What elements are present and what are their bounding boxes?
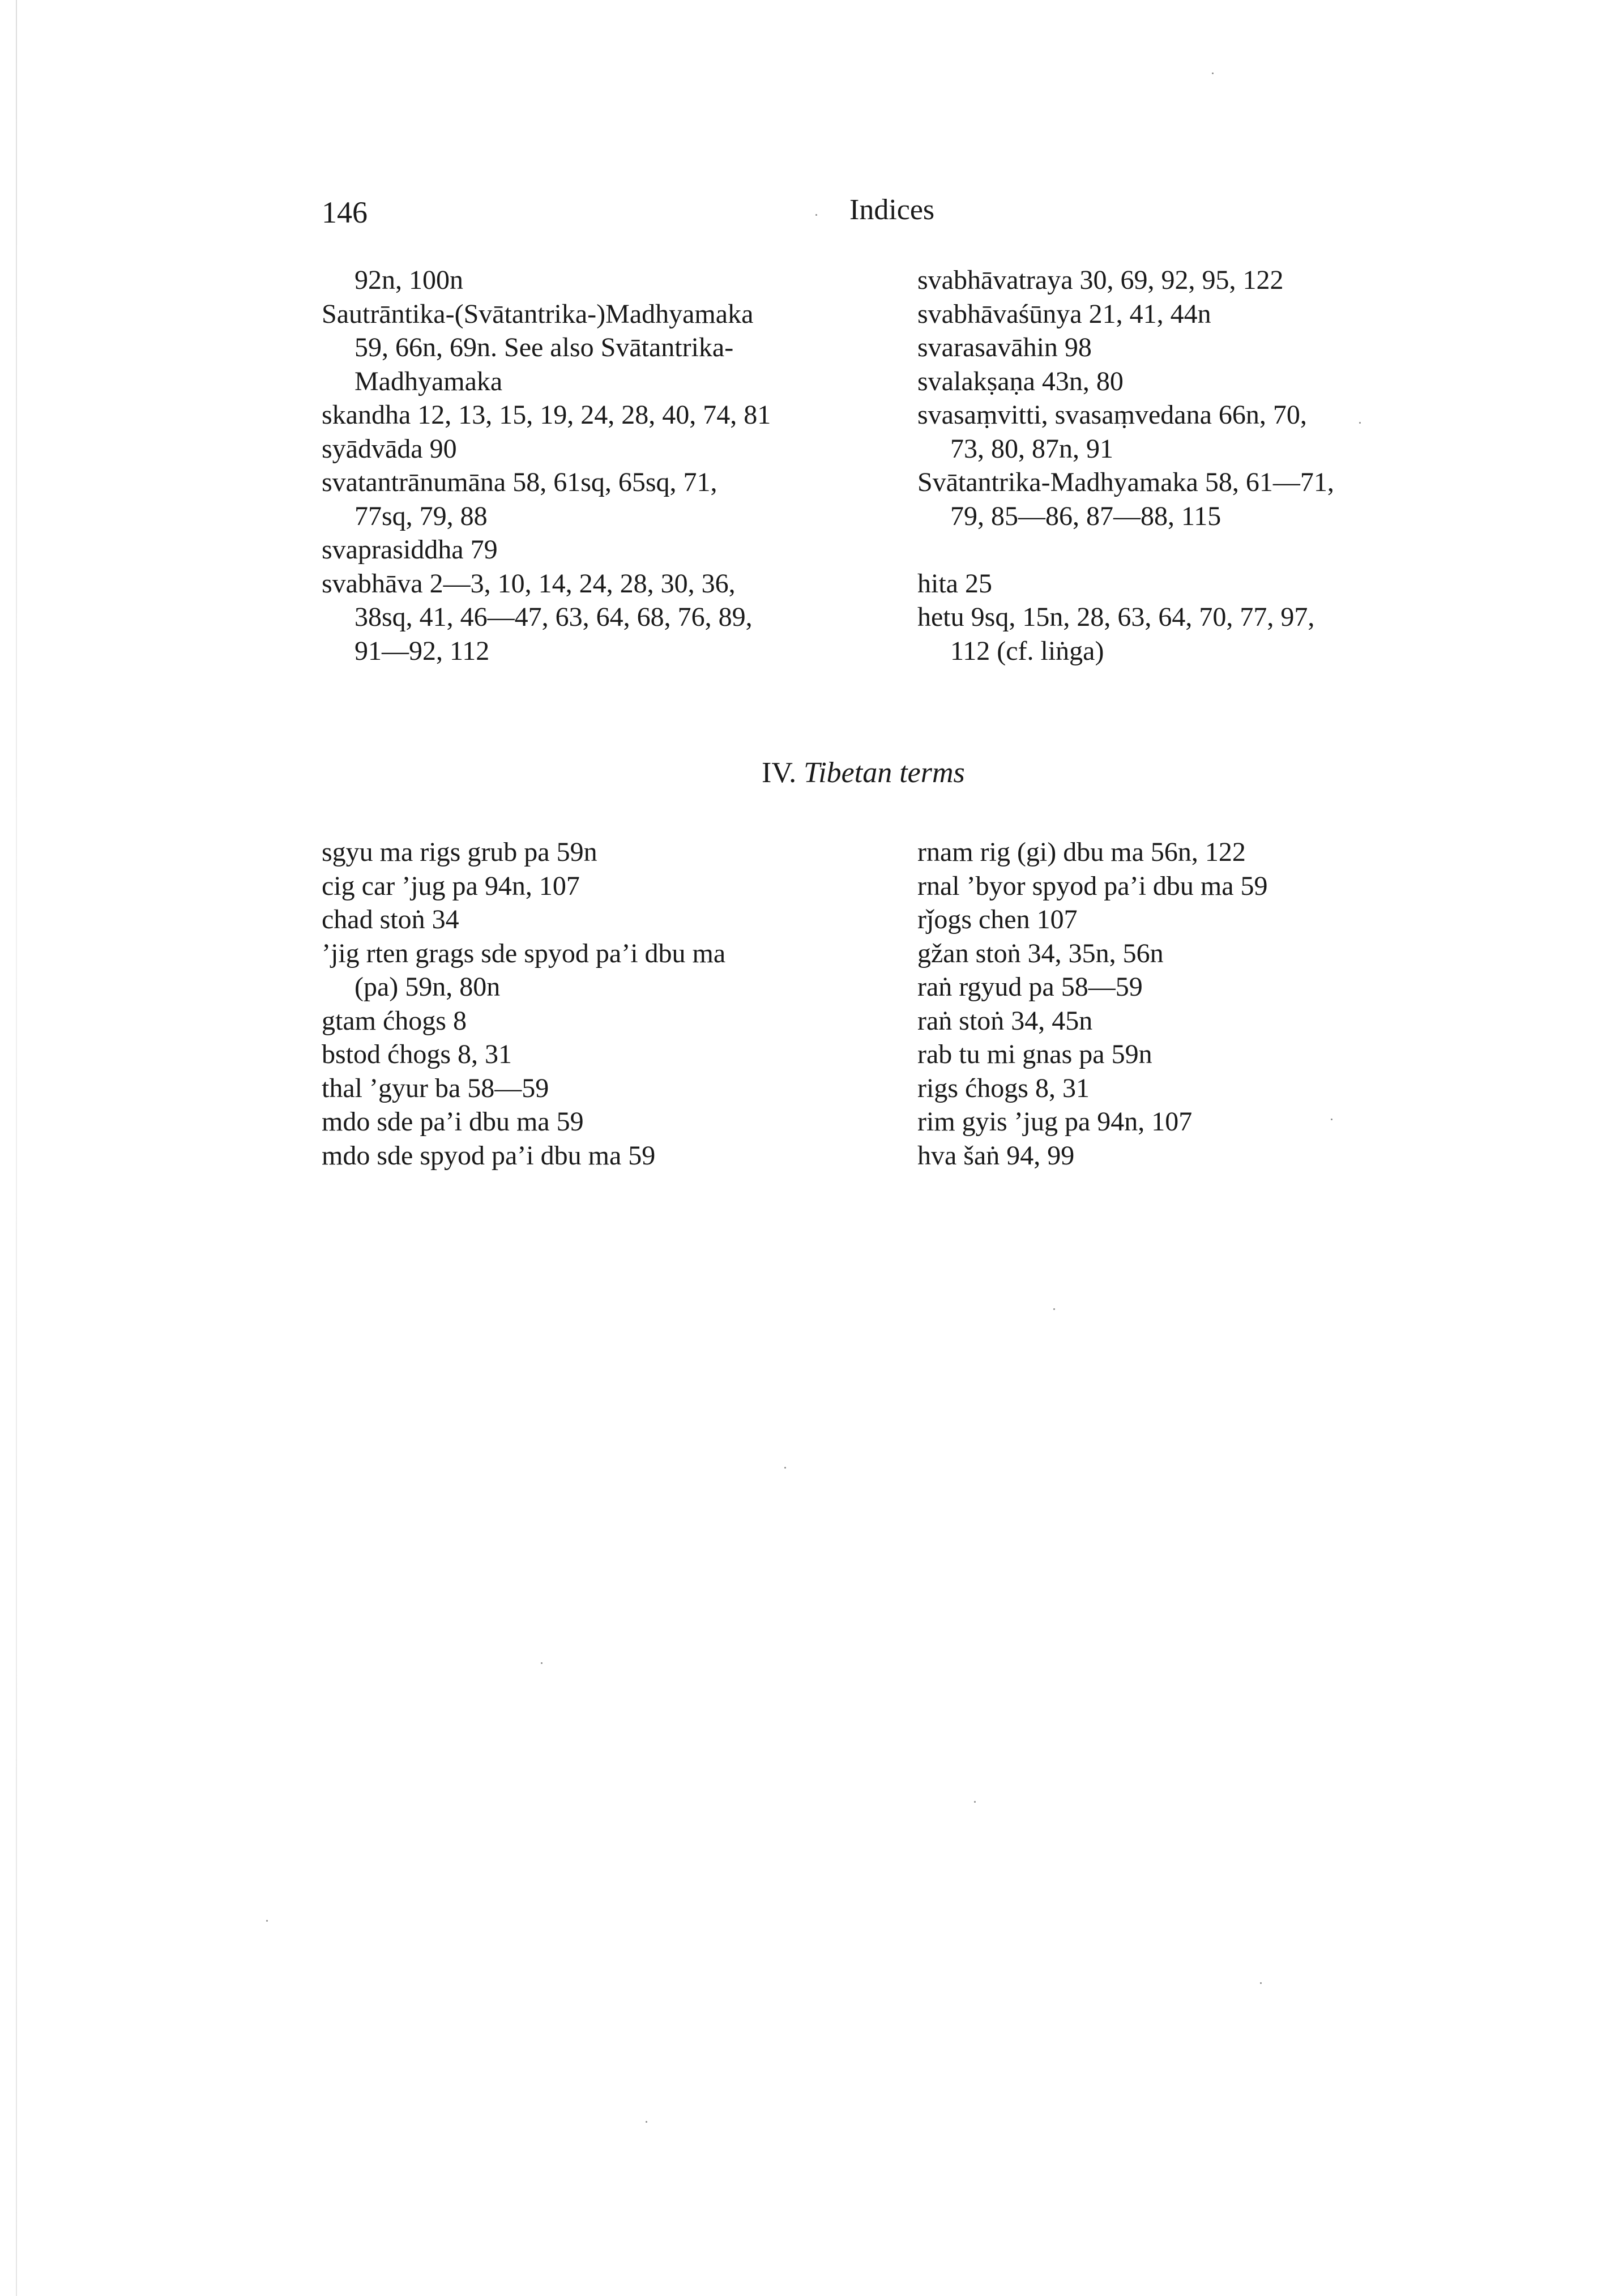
index-entry-line: syādvāda 90	[322, 433, 457, 464]
index-entry-line: 77sq, 79, 88	[355, 501, 488, 531]
index-entry-line: rnal ’byor spyod pa’i dbu ma 59	[917, 870, 1268, 901]
page-edge-shadow	[16, 0, 17, 2296]
scan-speck	[1359, 422, 1361, 424]
index-entry-line: ’jig rten grags sde spyod pa’i dbu ma	[322, 938, 726, 968]
index-entry-line: thal ’gyur ba 58—59	[322, 1073, 549, 1103]
index-entry-line: 59, 66n, 69n. See also Svātantrika-	[355, 332, 734, 362]
scan-speck	[646, 2121, 647, 2123]
index-entry-line: raṅ stoṅ 34, 45n	[917, 1005, 1093, 1036]
index-entry-line: rnam rig (gi) dbu ma 56n, 122	[917, 837, 1246, 867]
index-entry-line: mdo sde spyod pa’i dbu ma 59	[322, 1140, 656, 1171]
index-entry-line: skandha 12, 13, 15, 19, 24, 28, 40, 74, 81	[322, 400, 771, 430]
index-entry-line: 38sq, 41, 46—47, 63, 64, 68, 76, 89,	[355, 602, 753, 632]
index-entry-line: rigs ćhogs 8, 31	[917, 1073, 1090, 1103]
scan-speck	[1212, 72, 1214, 74]
index-entry-line: 112 (cf. liṅga)	[950, 635, 1104, 666]
scan-speck	[815, 214, 817, 216]
index-entry-line: chad stoṅ 34	[322, 904, 459, 934]
index-entry-line: rab tu mi gnas pa 59n	[917, 1039, 1152, 1069]
running-title: Indices	[849, 194, 935, 226]
index-entry-line: bstod ćhogs 8, 31	[322, 1039, 512, 1069]
index-entry-line: svarasavāhin 98	[917, 332, 1092, 362]
index-spacer	[917, 533, 1334, 567]
index-entry-line: svatantrānumāna 58, 61sq, 65sq, 71,	[322, 467, 717, 497]
tibetan-terms-column-right	[917, 835, 1268, 1172]
index-entry-line: 92n, 100n	[355, 265, 463, 295]
index-entry-line: 91—92, 112	[355, 635, 490, 666]
index-entry-line: 79, 85—86, 87—88, 115	[950, 501, 1221, 531]
index-column-left	[322, 263, 771, 668]
scan-speck	[1053, 1308, 1055, 1310]
index-entry-line: hva šaṅ 94, 99	[917, 1140, 1075, 1171]
index-entry-line: sgyu ma rigs grub pa 59n	[322, 837, 597, 867]
index-entry-line: svalakṣaṇa 43n, 80	[917, 366, 1124, 396]
scan-speck	[541, 1662, 543, 1664]
page-number: 146	[322, 195, 368, 229]
index-entry-line: svabhāva 2—3, 10, 14, 24, 28, 30, 36,	[322, 568, 736, 599]
index-entry-line: rǰogs chen 107	[917, 904, 1078, 934]
index-entry-line: Madhyamaka	[355, 366, 503, 396]
index-entry-line: svabhāvatraya 30, 69, 92, 95, 122	[917, 265, 1284, 295]
index-entry-line: hita 25	[917, 568, 992, 599]
index-entry-line: cig car ’jug pa 94n, 107	[322, 870, 580, 901]
scan-speck	[1260, 1982, 1262, 1984]
index-entry-line: rim gyis ’jug pa 94n, 107	[917, 1107, 1193, 1137]
index-entry-line: gtam ćhogs 8	[322, 1005, 467, 1036]
scan-speck	[1331, 1119, 1332, 1120]
index-entry-line: svasaṃvitti, svasaṃvedana 66n, 70,	[917, 400, 1307, 430]
tibetan-terms-column-left	[322, 835, 725, 1172]
index-entry-line: svabhāvaśūnya 21, 41, 44n	[917, 298, 1211, 329]
section-title: Tibetan terms	[804, 757, 965, 789]
index-entry-line: hetu 9sq, 15n, 28, 63, 64, 70, 77, 97,	[917, 602, 1315, 632]
index-entry-line: 73, 80, 87n, 91	[950, 433, 1113, 464]
index-entry-line: mdo sde pa’i dbu ma 59	[322, 1107, 584, 1137]
index-entry-line: Svātantrika-Madhyamaka 58, 61—71,	[917, 467, 1334, 497]
index-entry-line: raṅ rgyud pa 58—59	[917, 972, 1143, 1002]
index-entry-line: (pa) 59n, 80n	[355, 972, 501, 1002]
index-column-right	[917, 263, 1334, 668]
scan-speck	[974, 1801, 976, 1803]
index-entry-line: Sautrāntika-(Svātantrika-)Madhyamaka	[322, 298, 754, 329]
scan-speck	[266, 1920, 268, 1922]
section-heading	[762, 756, 965, 790]
section-numeral: IV.	[762, 757, 797, 789]
scan-speck	[784, 1467, 786, 1469]
index-entry-line: gžan stoṅ 34, 35n, 56n	[917, 938, 1164, 968]
index-entry-line: svaprasiddha 79	[322, 535, 498, 565]
